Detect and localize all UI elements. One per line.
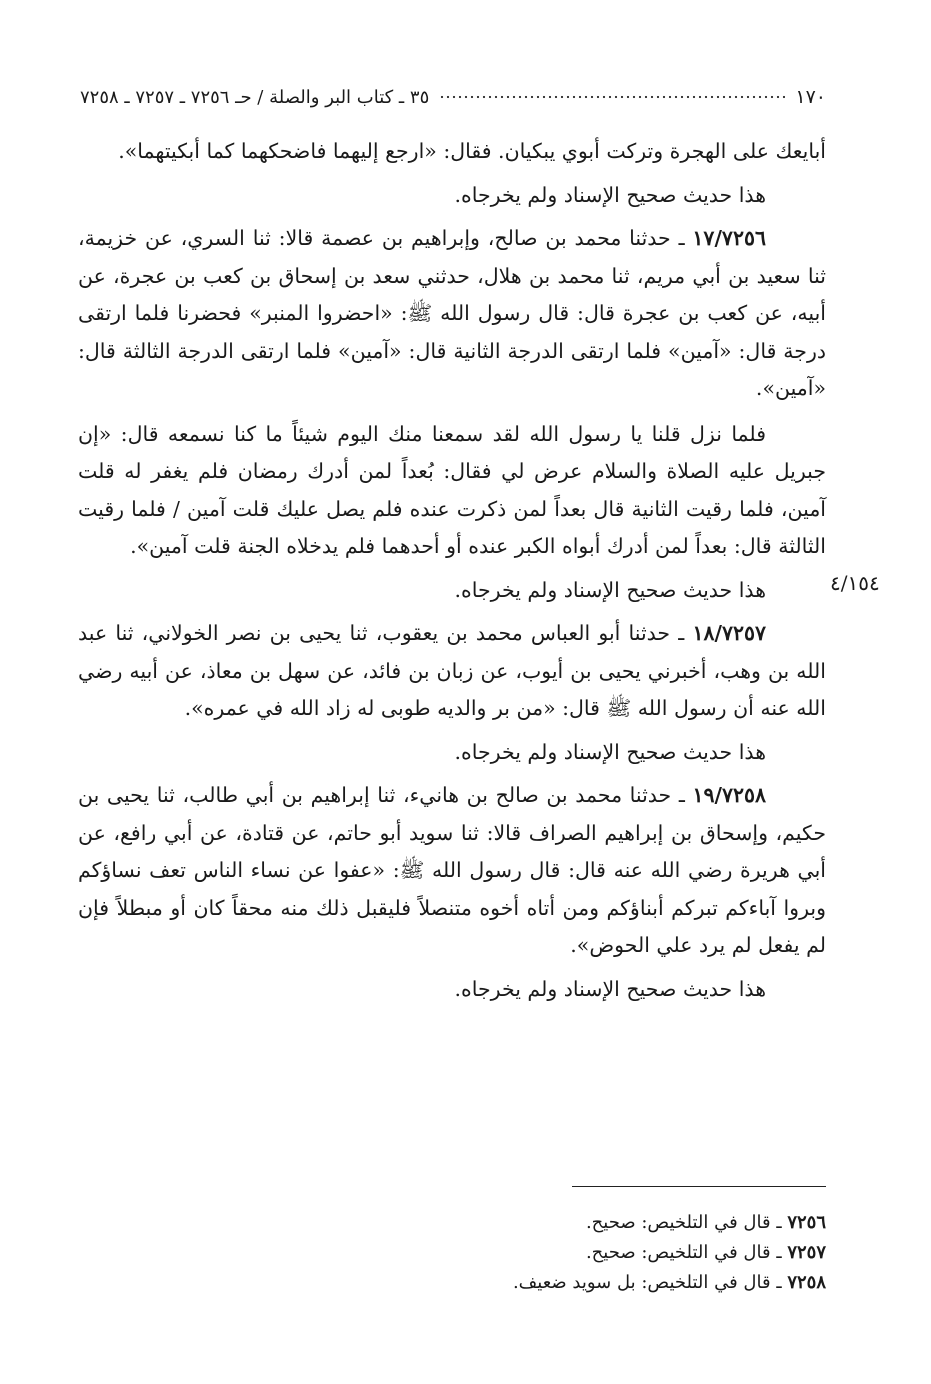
hadith-7256-continuation: فلما نزل قلنا يا رسول الله لقد سمعنا منك اليوم شيئاً ما كنا نسمعه قال: «إن جبريل عليه الصلاة والسلام عرض لي فقال: بُعداً لمن أدرك رمضان فلم يغفر له قلت آمين، فلما رقيت الثانية قال بعداً لمن ذكرت عنده فلم يصل عليك قلت آمين / فلما رقيت الثالثة قال: بعداً لمن أدرك أبواه الكبر عنده أو أحدهما فلم يدخلاه الجنة قلت آمين». (78, 421, 826, 558)
footnote-item (300, 1208, 826, 1238)
authenticity-verdict: هذا حديث صحيح الإسناد ولم يخرجاه. (454, 976, 766, 1001)
footnote-number: ٧٢٥٨ (787, 1272, 826, 1293)
main-text (78, 133, 826, 1014)
hadith-7257 (78, 615, 826, 728)
margin-volume-page-ref: ٤/١٥٤ (830, 571, 880, 595)
authenticity-verdict: هذا حديث صحيح الإسناد ولم يخرجاه. (454, 577, 766, 602)
hadith-text: ـ حدثنا محمد بن صالح، وإبراهيم بن عصمة قالا: ثنا السري، عن خزيمة، ثنا سعيد بن أبي مريم، ثنا محمد بن هلال، حدثني سعد بن إسحاق بن كعب بن عجرة، عن أبيه، عن كعب بن عجرة قال: قال رسول الله ﷺ: «احضروا المنبر» فحضرنا فلما ارتقى درجة قال: «آمين» فلما ارتقى الدرجة الثانية قال: «آمين» فلما ارتقى الدرجة الثالثة قال: «آمين». (78, 226, 826, 400)
authenticity-verdict: هذا حديث صحيح الإسناد ولم يخرجاه. (454, 739, 766, 764)
footnote-separator (572, 1186, 826, 1187)
hadith-text: ـ حدثنا أبو العباس محمد بن يعقوب، ثنا يحيى بن نصر الخولاني، ثنا عبد الله بن وهب، أخبرني يحيى بن أيوب، عن زبان بن فائد، عن سهل بن معاذ، عن أبيه رضي الله عنه أن رسول الله ﷺ قال: «من بر والديه طوبى له زاد الله في عمره». (78, 621, 826, 720)
authenticity-verdict: هذا حديث صحيح الإسناد ولم يخرجاه. (454, 182, 766, 207)
footnotes (300, 1208, 826, 1298)
footnote-item (300, 1238, 826, 1268)
page-header (80, 82, 826, 112)
hadith-7258 (78, 777, 826, 965)
header-leader-dots (439, 95, 785, 99)
footnote-text: ـ قال في التلخيص: صحيح. (585, 1242, 782, 1263)
footnote-item (300, 1268, 826, 1298)
footnote-text: ـ قال في التلخيص: بل سويد ضعيف. (512, 1272, 782, 1293)
paragraph-continuation: أبايعك على الهجرة وتركت أبوي يبكيان. فقال: «ارجع إليهما فاضحكهما كما أبكيتهما». (118, 139, 826, 163)
page-number: ١٧٠ (795, 86, 826, 108)
footnote-text: ـ قال في التلخيص: صحيح. (585, 1212, 782, 1233)
hadith-7256 (78, 220, 826, 408)
footnote-number: ٧٢٥٧ (787, 1242, 826, 1263)
footnote-number: ٧٢٥٦ (787, 1212, 826, 1233)
hadith-number: ١٧/٧٢٥٦ (692, 226, 766, 250)
hadith-text: ـ حدثنا محمد بن صالح بن هانيء، ثنا إبراهيم بن أبي طالب، ثنا يحيى بن حكيم، وإسحاق بن إبراهيم الصراف قالا: ثنا سويد أبو حاتم، عن قتادة، عن أبي رافع، عن أبي هريرة رضي الله عنه قال: قال رسول الله ﷺ: «عفوا عن نساء الناس تعف نساؤكم وبروا آباءكم تبركم أبناؤكم ومن أتاه أخوه متنصلاً فليقبل ذلك منه محقاً كان أو مبطلاً فإن لم يفعل لم يرد علي الحوض». (78, 783, 826, 957)
hadith-number: ١٨/٧٢٥٧ (692, 621, 766, 645)
running-head: ٣٥ ـ كتاب البر والصلة / حـ ٧٢٥٦ ـ ٧٢٥٧ ـ ٧٢٥٨ (80, 86, 430, 108)
hadith-number: ١٩/٧٢٥٨ (692, 783, 766, 807)
